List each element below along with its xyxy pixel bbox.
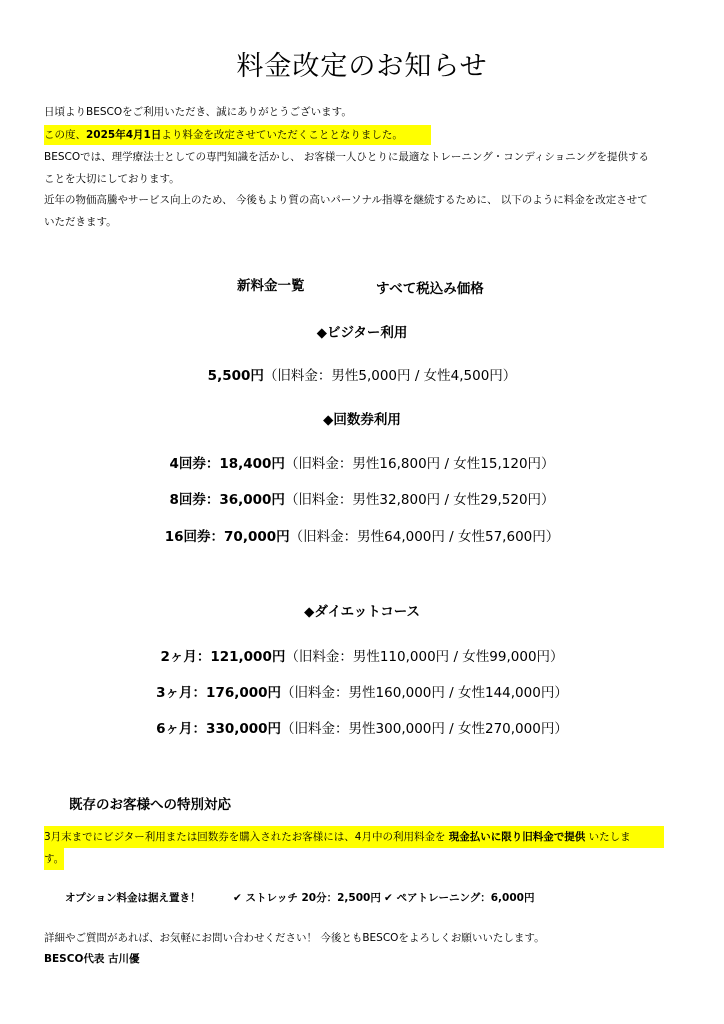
special-text-bold: 現金払いに限り旧料金で提供 (448, 831, 586, 843)
option-stretch: ✔ ストレッチ 20分：2,500円 (233, 892, 381, 904)
diet-label: 2ヶ月：121,000円 (160, 649, 286, 665)
options-label: オプション料金は据え置き！ (65, 892, 201, 904)
signature: BESCO代表 古川優 (44, 953, 140, 965)
tickets-heading: ◆回数券利用 (323, 412, 401, 428)
visitor-price-row (0, 364, 724, 384)
tax-note: すべて税込み価格 (376, 281, 484, 297)
diet-old-price: （旧料金：男性110,000円 / 女性99,000円） (285, 649, 564, 665)
ticket-old-price: （旧料金：男性32,800円 / 女性29,520円） (284, 492, 555, 508)
visitor-price: 5,500円 (207, 368, 264, 384)
diet-row (0, 717, 724, 737)
special-text-pre: 3月末までにビジター利用または回数券を購入されたお客様には、4月中の利用料金を (44, 831, 449, 843)
intro-line-4a: 近年の物価高騰やサービス向上のため、 今後もより質の高いパーソナル指導を継続するために、 以下のように料金を改定させて (44, 194, 648, 206)
ticket-row (0, 488, 724, 508)
closing-text: 詳細やご質問があれば、お気軽にお問い合わせください！ 今後ともBESCOをよろしくお願いいたします。 (44, 932, 545, 944)
intro-line-2-post: より料金を改定させていただくこととなりました。 (161, 129, 403, 141)
option-pair: ✔ ペアトレーニング：6,000円 (384, 892, 535, 904)
ticket-old-price: （旧料金：男性64,000円 / 女性57,600円） (289, 529, 560, 545)
diet-row (0, 645, 724, 665)
ticket-old-price: （旧料金：男性16,800円 / 女性15,120円） (284, 456, 555, 472)
special-heading: 既存のお客様への特別対応 (69, 797, 231, 813)
special-text-post: いたしま (585, 831, 631, 843)
diet-row (0, 681, 724, 701)
visitor-old-price: （旧料金：男性5,000円 / 女性4,500円） (263, 368, 517, 384)
diet-old-price: （旧料金：男性160,000円 / 女性144,000円） (281, 685, 568, 701)
diet-old-price: （旧料金：男性300,000円 / 女性270,000円） (281, 721, 568, 737)
intro-line-3a: BESCOでは、理学療法士としての専門知識を活かし、 お客様一人ひとりに最適なトレーニング・コンディショニングを提供する (44, 151, 649, 163)
ticket-label: 16回券：70,000円 (164, 529, 290, 545)
diet-label: 6ヶ月：330,000円 (156, 721, 282, 737)
special-text-tail: す。 (44, 853, 65, 865)
new-price-heading: 新料金一覧 (237, 278, 305, 294)
diet-heading: ◆ダイエットコース (303, 604, 421, 620)
intro-line-4b: いただきます。 (44, 216, 117, 228)
ticket-label: 8回券：36,000円 (169, 492, 285, 508)
intro-line-1: 日頃よりBESCOをご利用いただき、誠にありがとうございます。 (44, 106, 352, 118)
intro-line-3b: ことを大切にしております。 (44, 173, 180, 185)
intro-line-2 (44, 128, 403, 142)
ticket-row (0, 525, 724, 545)
intro-line-2-pre: この度、 (44, 129, 86, 141)
visitor-heading: ◆ビジター利用 (316, 325, 408, 341)
revision-date: 2025年4月1日 (86, 129, 162, 141)
ticket-label: 4回券：18,400円 (169, 456, 285, 472)
ticket-row (0, 452, 724, 472)
page-title: 料金改定のお知らせ (236, 51, 488, 82)
diet-label: 3ヶ月：176,000円 (156, 685, 282, 701)
special-text (44, 830, 631, 844)
